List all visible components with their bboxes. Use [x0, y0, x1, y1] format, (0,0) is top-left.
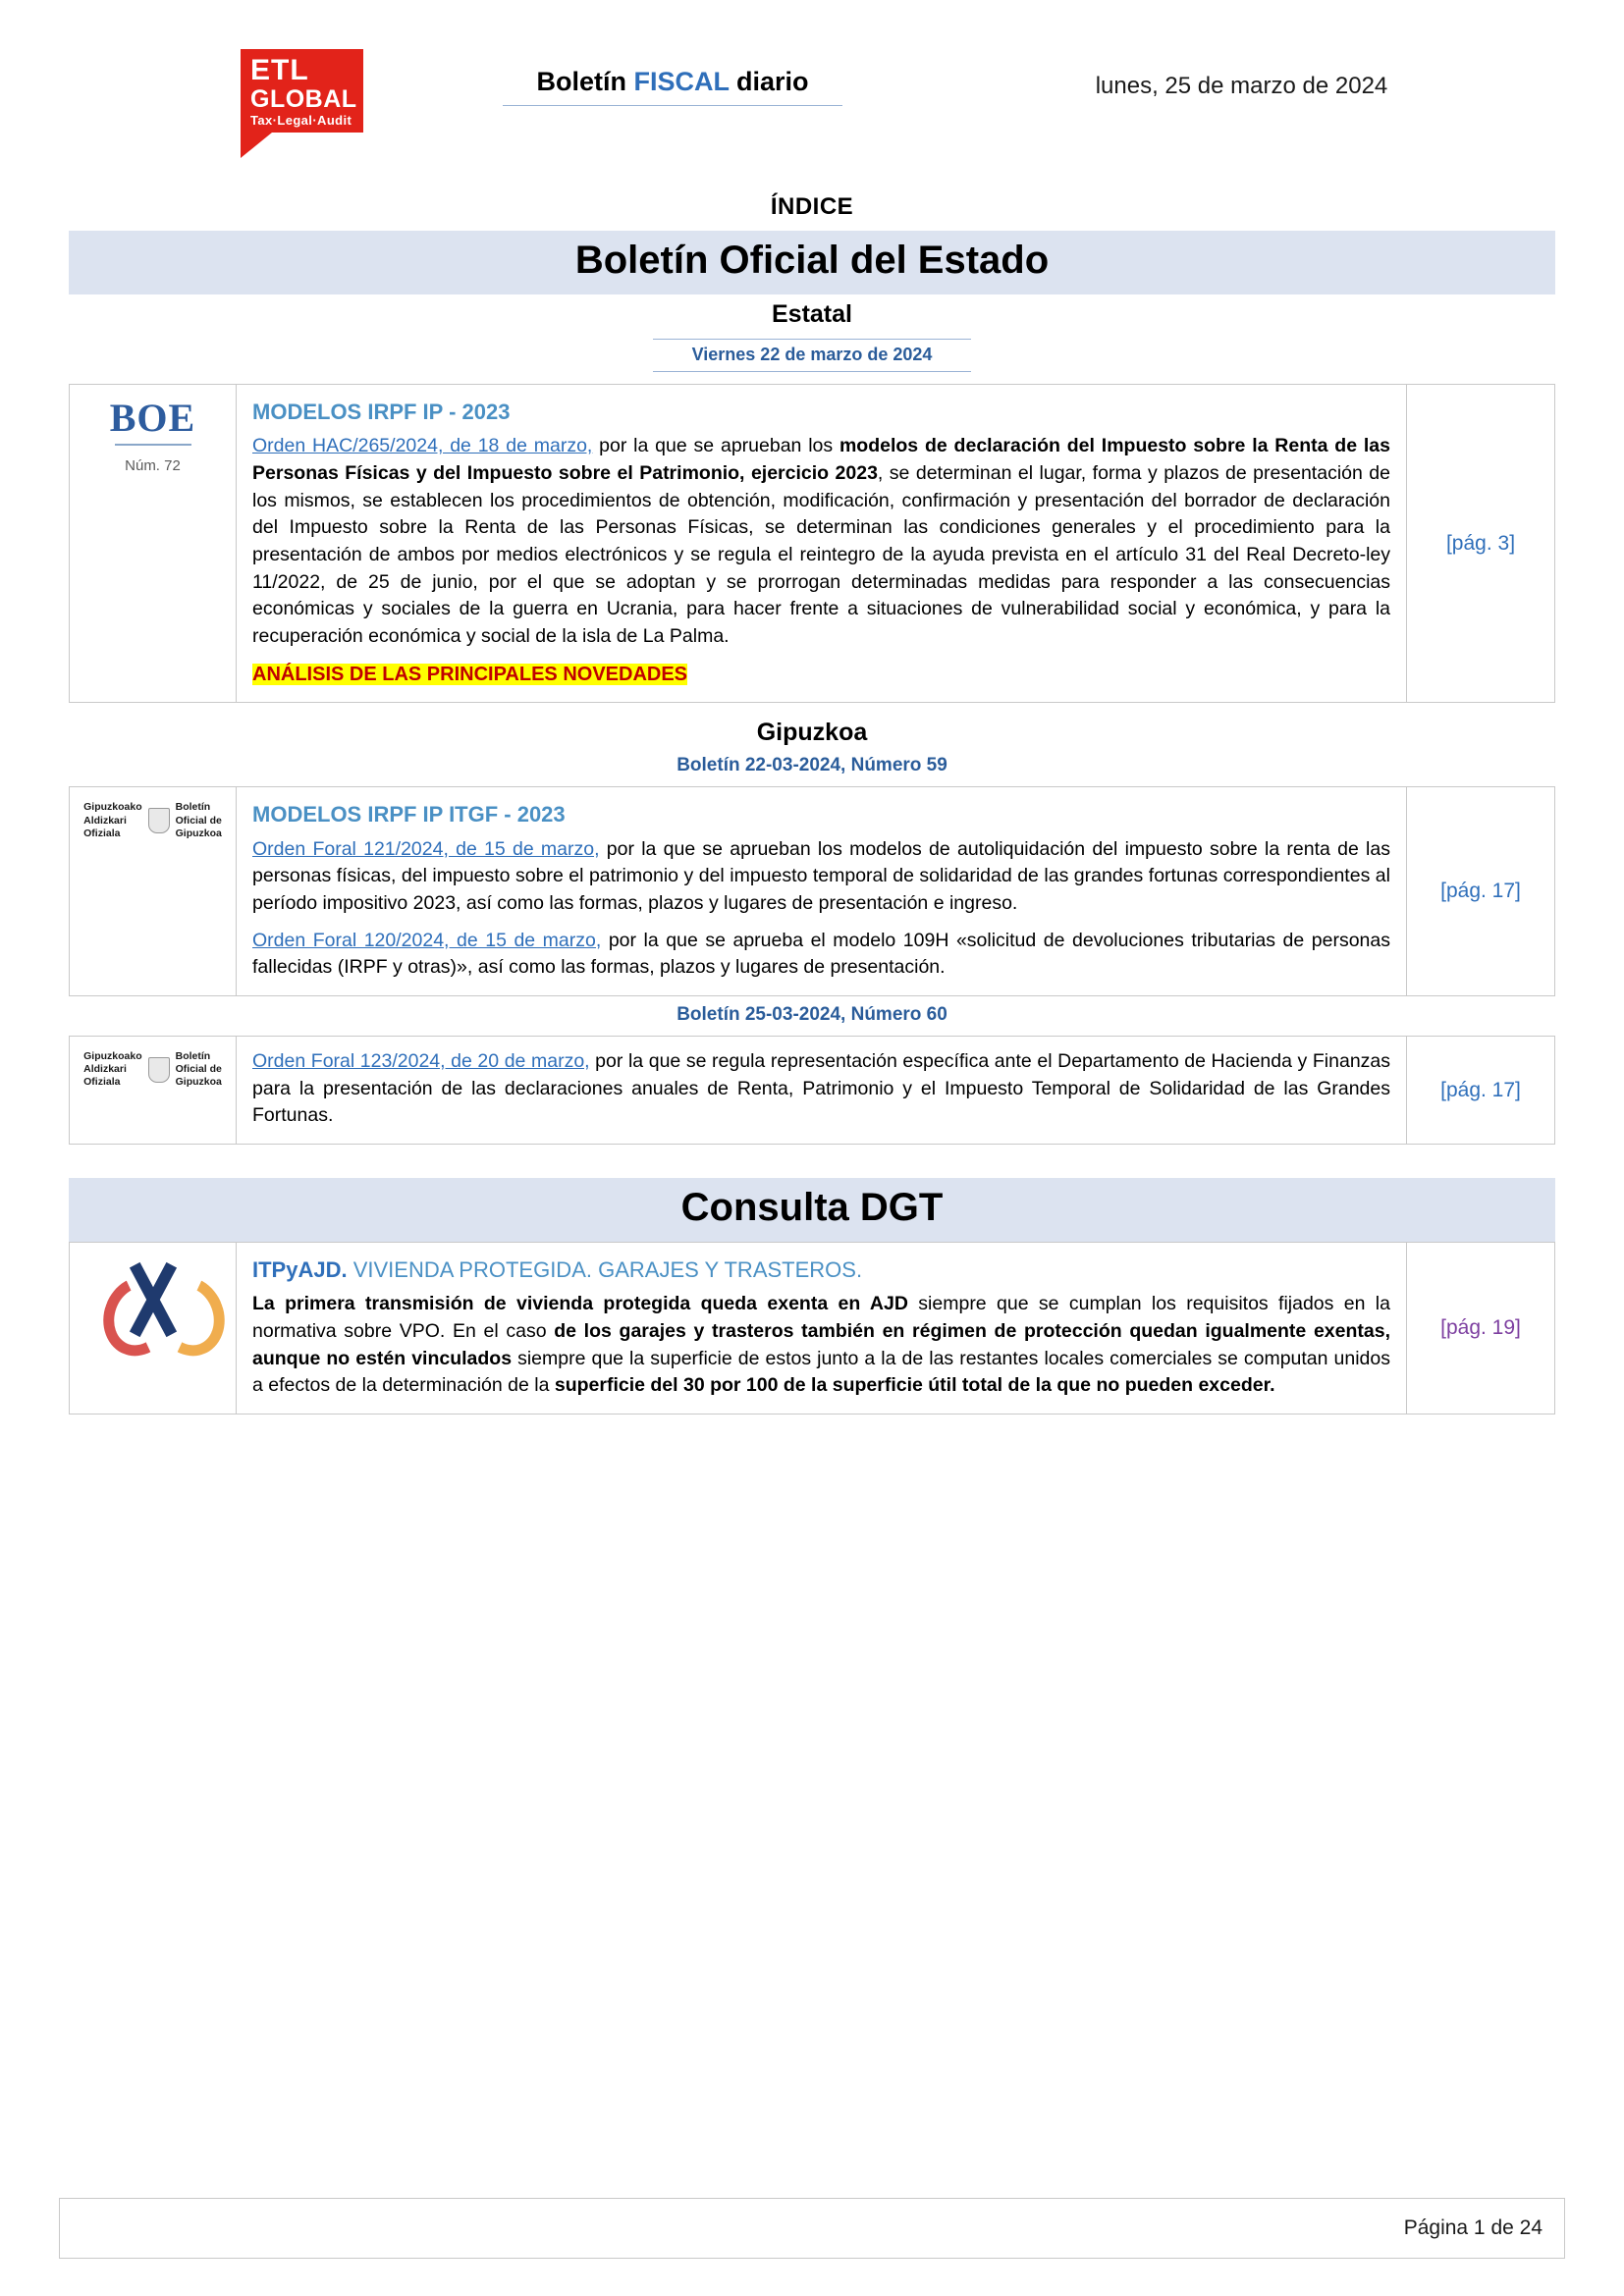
boe-entry — [69, 384, 1555, 703]
gipuzkoa-logo-2 — [78, 1050, 228, 1089]
boe-entry-page-cell — [1406, 385, 1554, 702]
gipuzkoa-logo-right-l2: Oficial de — [175, 814, 222, 827]
index-label: ÍNDICE — [770, 193, 854, 220]
dgt-entry-heading — [252, 1255, 1390, 1285]
logo-white-block — [363, 90, 406, 144]
gipuzkoa-logo-2-right-l2: Oficial de — [175, 1063, 222, 1076]
gipuzkoa-entry-2 — [69, 1036, 1555, 1145]
title-suffix: diario — [729, 67, 809, 96]
boe-entry-text-1: por la que se aprueban los — [592, 435, 839, 457]
dgt-entry-page-cell — [1406, 1243, 1554, 1414]
dgt-bold-2: de los garajes y trasteros también en régimen de protección quedan igualmente exentas, aunque no estén vinculados — [252, 1320, 1390, 1369]
boe-entry-highlight-wrap — [252, 661, 1390, 689]
gipuzkoa-boletin-2: Boletín 25-03-2024, Número 60 — [677, 1004, 947, 1026]
gipuzkoa-logo-right — [176, 801, 222, 839]
boe-logo: BOE — [109, 396, 196, 440]
dgt-bold-3: superficie del 30 por 100 de la superficie útil total de la que no pueden exceder. — [554, 1374, 1275, 1397]
boe-date-rule — [59, 339, 1565, 372]
gipuzkoa-entry-2-body — [237, 1037, 1406, 1144]
dgt-logo-cell — [70, 1243, 237, 1414]
logo-line-1: ETL — [250, 54, 309, 86]
title-prefix: Boletín — [536, 67, 634, 96]
shield-icon — [148, 1057, 170, 1083]
logo-text — [250, 55, 357, 128]
gipuzkoa-logo-right-l3: Gipuzkoa — [175, 827, 222, 839]
gipuzkoa-boletin-1: Boletín 22-03-2024, Número 59 — [677, 755, 947, 776]
boe-entry-heading: MODELOS IRPF IP - 2023 — [252, 400, 511, 424]
dgt-entry-page-link[interactable]: [pág. 19] — [1440, 1316, 1521, 1340]
section-boe-scope: Estatal — [772, 300, 852, 328]
gipuzkoa-logo-2-left-l3: Ofiziala — [83, 1076, 121, 1089]
gipuzkoa-entry-1-paragraph-1 — [252, 836, 1390, 918]
page-header — [59, 39, 1565, 172]
title-accent: FISCAL — [633, 67, 730, 96]
gipuzkoa-logo-right-l1: Boletín — [175, 801, 211, 814]
aeat-logo-icon — [98, 1256, 208, 1343]
gipuzkoa-logo-2-left — [83, 1050, 142, 1089]
boe-entry-body — [237, 385, 1406, 702]
gipuzkoa-logo-left-l1: Gipuzkoako — [83, 801, 142, 814]
gipuzkoa-entry-1 — [69, 786, 1555, 996]
gipuzkoa-entry-1-page-link[interactable]: [pág. 17] — [1440, 880, 1521, 903]
logo-line-2: GLOBAL — [250, 84, 357, 113]
boe-issue-number: Núm. 72 — [125, 457, 181, 474]
gipuzkoa-logo-2-right — [176, 1050, 222, 1089]
gipuzkoa-entry-2-page-cell — [1406, 1037, 1554, 1144]
gipuzkoa-entry-1-page-cell — [1406, 787, 1554, 995]
gipuzkoa-entry-1-paragraph-2 — [252, 928, 1390, 982]
shield-icon — [148, 808, 170, 833]
gipuzkoa-entry-2-page-link[interactable]: [pág. 17] — [1440, 1078, 1521, 1101]
document-title-wrap — [427, 39, 918, 106]
dgt-entry — [69, 1242, 1555, 1415]
gipuzkoa-entry-1-heading: MODELOS IRPF IP ITGF - 2023 — [252, 802, 566, 828]
gipuzkoa-logo-2-left-l1: Gipuzkoako — [83, 1050, 142, 1063]
boe-entry-bold-1: modelos de declaración del Impuesto sobre la Renta de las Personas Físicas y del Impuesto sobre el Patrimonio, ejercicio 2023 — [252, 435, 1390, 484]
section-dgt-title: Consulta DGT — [69, 1178, 1555, 1242]
gipuzkoa-entry-1-link-2[interactable]: Orden Foral 120/2024, de 15 de marzo, — [252, 929, 602, 951]
page-footer — [59, 2198, 1565, 2259]
boe-entry-paragraph — [252, 433, 1390, 651]
section-boe-title: Boletín Oficial del Estado — [69, 231, 1555, 294]
gipuzkoa-logo-left-l3: Ofiziala — [83, 827, 121, 839]
etl-global-logo — [187, 39, 398, 157]
dgt-text-2: siempre que la superficie de estos junto a la de las restantes locales comerciales se computan unidos a efectos de la determinación de la — [252, 1347, 1390, 1397]
dgt-text-1: siempre que se cumplan los requisitos fijados en la normativa sobre VPO. En el caso — [252, 1293, 1390, 1343]
gipuzkoa-logo-cell-1 — [70, 787, 237, 995]
gipuzkoa-entry-2-link[interactable]: Orden Foral 123/2024, de 20 de marzo, — [252, 1050, 590, 1073]
gipuzkoa-entry-1-link-1[interactable]: Orden Foral 121/2024, de 15 de marzo, — [252, 837, 600, 860]
dgt-heading-rest: VIVIENDA PROTEGIDA. GARAJES Y TRASTEROS. — [347, 1257, 863, 1283]
gipuzkoa-logo-2-right-l3: Gipuzkoa — [175, 1076, 222, 1089]
dgt-heading-lead: ITPyAJD. — [252, 1257, 348, 1283]
section-gipuzkoa-title: Gipuzkoa — [756, 719, 868, 747]
document-title — [503, 67, 841, 106]
boe-logo-cell — [70, 385, 237, 702]
gipuzkoa-logo-left — [83, 801, 142, 839]
gipuzkoa-logo-cell-2 — [70, 1037, 237, 1144]
boe-entry-link[interactable]: Orden HAC/265/2024, de 18 de marzo, — [252, 435, 593, 457]
boe-entry-text-2: , se determinan el lugar, forma y plazos de presentación de los mismos, se establecen los procedimientos de obtención, modificación, confirmación y presentación del borrador de declaración del Impuesto sobre la Renta de las Personas Físicas, se determinan las condiciones generales y el procedimiento para la presentación de ambos por medios electrónicos y se regula el reintegro de la ayuda prevista en el artículo 31 del Real Decreto-ley 11/2022, de 25 de junio, por el que se adoptan y se prorrogan determinadas medidas para responder a las consecuencias económicas y sociales de la guerra en Ucrania, para hacer frente a situaciones de vulnerabilidad social y económica, y para la recuperación económica y social de la isla de La Palma. — [252, 461, 1390, 648]
gipuzkoa-entry-1-text-2: por la que se aprueba el modelo 109H «solicitud de devoluciones tributarias de personas fallecidas (IRPF y otras)», así como las formas, plazos y lugares de presentación. — [252, 929, 1390, 979]
boe-date: Viernes 22 de marzo de 2024 — [653, 339, 972, 372]
gipuzkoa-entry-2-text: por la que se regula representación específica ante el Departamento de Hacienda y Finanzas para la presentación de las declaraciones anuales de Renta, Patrimonio y el Impuesto Temporal de Solidaridad de las Grandes Fortunas. — [252, 1050, 1391, 1127]
logo-line-3: Tax·Legal·Audit — [250, 113, 352, 129]
gipuzkoa-logo-2-left-l2: Aldizkari — [83, 1063, 127, 1076]
dgt-entry-body — [237, 1243, 1406, 1414]
dgt-bold-1: La primera transmisión de vivienda protegida queda exenta en AJD — [252, 1293, 908, 1315]
gipuzkoa-entry-1-body — [237, 787, 1406, 995]
gipuzkoa-logo-left-l2: Aldizkari — [83, 814, 127, 827]
gipuzkoa-entry-1-text-1: por la que se aprueban los modelos de autoliquidación del impuesto sobre la renta de las personas físicas, del impuesto sobre el patrimonio y del impuesto temporal de solidaridad de las grandes fortunas correspondientes al período impositivo 2023, así como las formas, plazos y lugares de presentación e ingreso. — [252, 837, 1390, 915]
document-date: lunes, 25 de marzo de 2024 — [1095, 73, 1388, 99]
gipuzkoa-entry-2-paragraph — [252, 1048, 1390, 1130]
boe-entry-highlight: ANÁLISIS DE LAS PRINCIPALES NOVEDADES — [252, 663, 688, 685]
boe-logo-rule — [115, 444, 191, 446]
gipuzkoa-logo — [78, 801, 228, 839]
gipuzkoa-logo-2-right-l1: Boletín — [175, 1050, 211, 1063]
page-number: Página 1 de 24 — [1403, 2216, 1543, 2239]
boe-entry-page-link[interactable]: [pág. 3] — [1445, 531, 1516, 555]
dgt-entry-paragraph — [252, 1291, 1390, 1400]
